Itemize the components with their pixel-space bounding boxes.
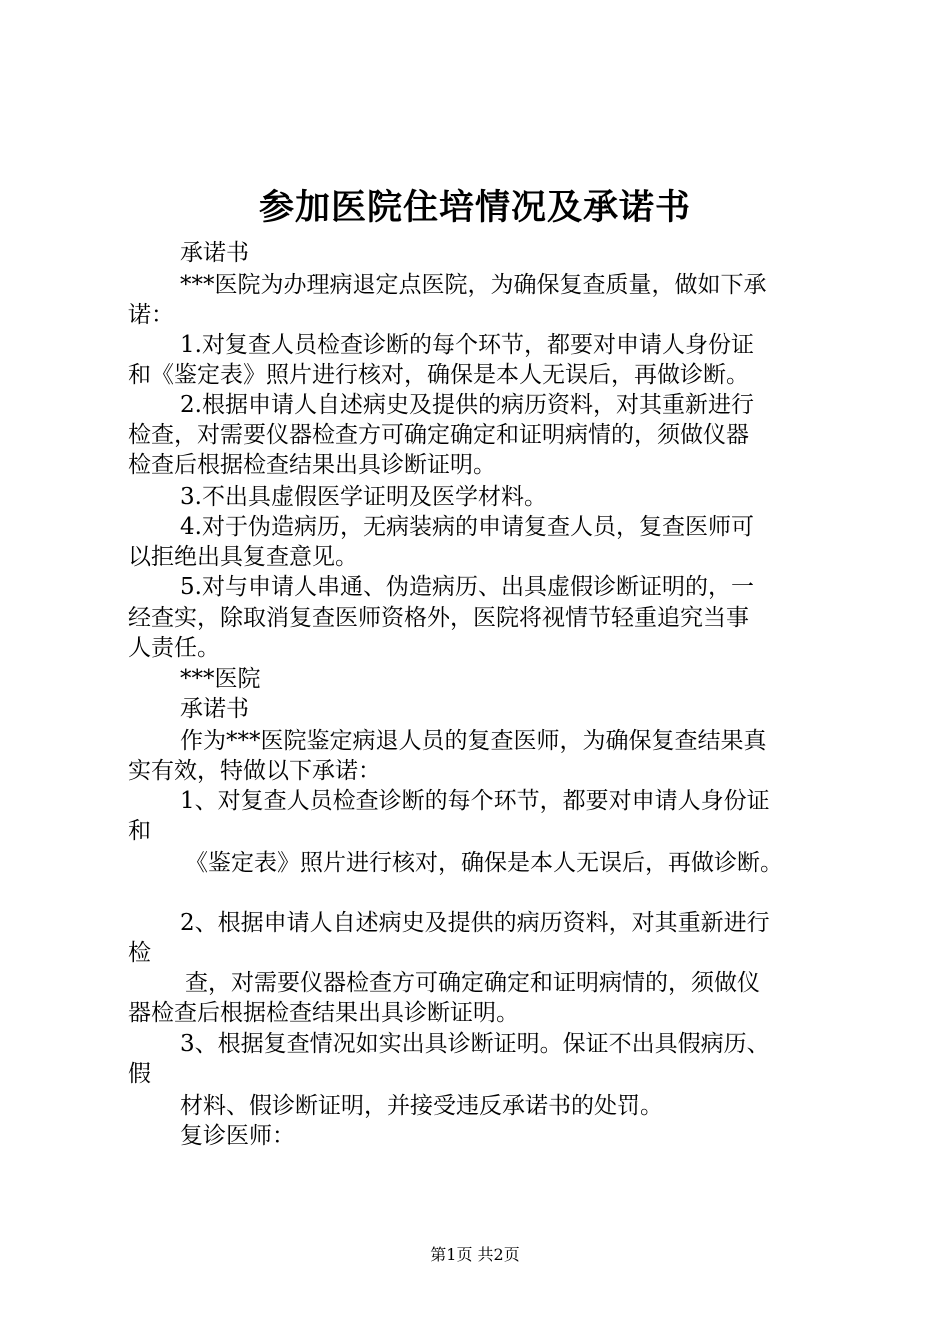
text-line: 假 [128,1061,151,1087]
text-line: 检查，对需要仪器检查方可确定确定和证明病情的，须做仪器 [128,422,749,448]
text-line: 2、根据申请人自述病史及提供的病历资料，对其重新进行 [180,910,770,936]
text-line: 人责任。 [128,635,220,661]
text-line: 诺： [128,302,174,328]
text-line: 3、根据复查情况如实出具诊断证明。保证不出具假病历、 [180,1031,770,1057]
text-line: 器检查后根据检查结果出具诊断证明。 [128,1000,519,1026]
text-line: 和《鉴定表》照片进行核对，确保是本人无误后，再做诊断。 [128,362,749,388]
text-line: 作为***医院鉴定病退人员的复查医师，为确保复查结果真 [180,728,767,754]
text-line: 复诊医师： [180,1123,295,1149]
text-line: 4.对于伪造病历，无病装病的申请复查人员，复查医师可 [180,514,754,540]
text-line: 检 [128,940,151,966]
text-line: 1、对复查人员检查诊断的每个环节，都要对申请人身份证 [180,788,770,814]
text-line: 经查实，除取消复查医师资格外，医院将视情节轻重追究当事 [128,605,749,631]
text-line: 3.不出具虚假医学证明及医学材料。 [180,484,547,510]
document-title: 参加医院住培情况及承诺书 [258,187,691,228]
text-line: 材料、假诊断证明，并接受违反承诺书的处罚。 [180,1093,663,1119]
text-line: ***医院 [180,666,261,692]
text-line: 5.对与申请人串通、伪造病历、出具虚假诊断证明的，一 [180,574,754,600]
text-line: 以拒绝出具复查意见。 [128,544,358,570]
text-line: 承诺书 [180,696,249,722]
text-line: 查，对需要仪器检查方可确定确定和证明病情的，须做仪 [185,970,760,996]
text-line: 承诺书 [180,240,249,266]
page-footer: 第1页 共2页 [430,1245,520,1264]
text-line: 2.根据申请人自述病史及提供的病历资料，对其重新进行 [180,392,754,418]
text-line: 和 [128,818,151,844]
text-line: 检查后根据检查结果出具诊断证明。 [128,452,496,478]
text-line: 1.对复查人员检查诊断的每个环节，都要对申请人身份证 [180,332,754,358]
text-line: ***医院为办理病退定点医院，为确保复查质量，做如下承 [180,272,767,298]
text-line: 实有效，特做以下承诺： [128,758,381,784]
text-line: 《鉴定表》照片进行核对，确保是本人无误后，再做诊断。 [185,850,783,876]
